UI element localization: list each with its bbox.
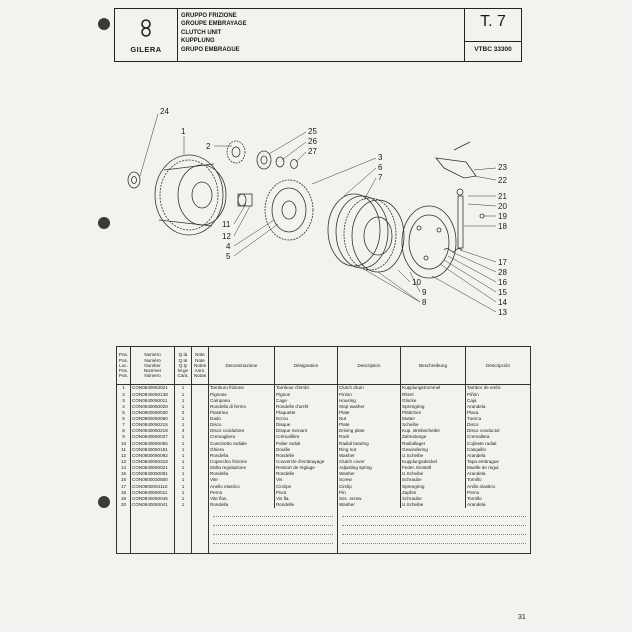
table-cell: CON0840050021 [131, 465, 175, 471]
table-cell: Disque [275, 422, 338, 428]
table-cell: Disco conduttore [209, 428, 275, 434]
table-cell: Plate [338, 422, 401, 428]
table-cell: 1 [175, 403, 192, 409]
table-cell: Piastrina [209, 410, 275, 416]
table-row [117, 385, 531, 392]
table-cell: 1 [175, 465, 192, 471]
table-cell: Rondella [209, 502, 275, 508]
table-cell: 1 [175, 477, 192, 483]
callout-label: 24 [160, 107, 169, 116]
table-cell: Arandela [466, 453, 531, 459]
callout-label: 5 [226, 252, 231, 261]
table-cell: Rondella [209, 471, 275, 477]
table-cell: Mutter [401, 416, 466, 422]
table-cell: CON0800004110 [131, 483, 175, 489]
table-cell: CON0840050215 [131, 422, 175, 428]
table-cell: CON0840050055 [131, 440, 175, 446]
table-cell: Schraube [401, 496, 466, 502]
callout-labels [160, 107, 507, 317]
table-cell: Dado [209, 416, 275, 422]
table-cell: 1 [175, 496, 192, 502]
table-cell: Tuerca [466, 416, 531, 422]
table-cell: Cage [275, 397, 338, 403]
binder-hole [98, 217, 110, 229]
table-cell: Vite flas. [209, 496, 275, 502]
unit-titles [181, 12, 247, 54]
table-cell: Washer [338, 453, 401, 459]
table-cell: Arandela [466, 403, 531, 409]
callout-label: 4 [226, 242, 231, 251]
table-cell: Pignon [275, 391, 338, 397]
title-it: GRUPPO FRIZIONE [181, 13, 237, 19]
table-cell: Vite [209, 477, 275, 483]
table-cell: CON0840050081 [131, 471, 175, 477]
callout-label: 16 [498, 278, 507, 287]
table-cell: Rondella [209, 453, 275, 459]
table-cell: CON0840050181 [131, 446, 175, 452]
table-cell: Cuscinetto radiale [209, 440, 275, 446]
table-cell: Ghiera [209, 446, 275, 452]
table-cell: CON0840050011 [131, 489, 175, 495]
table-cell: Plättchen [401, 410, 466, 416]
table-cell: Tornillo [466, 496, 531, 502]
table-cell: Nut [338, 416, 401, 422]
brand-name: GILERA [130, 45, 162, 54]
callout-label: 8 [422, 298, 427, 307]
table-cell: Pignone [209, 391, 275, 397]
col-description: Description [338, 347, 401, 385]
table-cell: Ring nut [338, 446, 401, 452]
callout-label: 12 [222, 232, 231, 241]
table-cell: CON0840050011 [131, 397, 175, 403]
table-cell: 4 [117, 403, 131, 409]
callout-label: 22 [498, 176, 507, 185]
table-cell: Rondelle [275, 453, 338, 459]
table-cell: Pinion [338, 391, 401, 397]
table-cell: Arandela [466, 471, 531, 477]
table-cell: Pin [338, 489, 401, 495]
table-cell: Clutch cover [338, 459, 401, 465]
callout-label: 18 [498, 222, 507, 231]
table-cell: Vis [275, 477, 338, 483]
table-cell: 2 [175, 410, 192, 416]
table-cell: Cojinete radial [466, 440, 531, 446]
table-cell: 6 [117, 416, 131, 422]
table-cell: Perno [209, 489, 275, 495]
table-cell: 1 [175, 385, 192, 392]
col-descripcion: Descripción [466, 347, 531, 385]
table-cell: 18 [117, 489, 131, 495]
table-cell: Kup. streibscheibe [401, 428, 466, 434]
table-cell: CON0800080092 [131, 453, 175, 459]
table-cell: Scheibe [401, 422, 466, 428]
page-number: 31 [518, 614, 526, 621]
callout-label: 15 [498, 288, 507, 297]
table-cell: Sprengring [401, 483, 466, 489]
table-cell: Rondelle [275, 471, 338, 477]
table-cell: Driving plate [338, 428, 401, 434]
table-cell: Glocke [401, 397, 466, 403]
table-cell: Couvercle d'embrayage [275, 459, 338, 465]
table-cell: Douille [275, 446, 338, 452]
table-cell: 20 [117, 502, 131, 508]
table-cell: Campana [209, 397, 275, 403]
callout-label: 20 [498, 202, 507, 211]
col-designation: Désignation [275, 347, 338, 385]
table-cell: Radial bearing [338, 440, 401, 446]
table-cell: 15 [117, 471, 131, 477]
table-cell: Tornillo [466, 477, 531, 483]
col-pos: Pos. Pos. Loc. Pos. Pos. [117, 347, 131, 385]
title-fr: GROUPE EMBRAYAGE [181, 21, 247, 28]
table-cell: 8 [117, 428, 131, 434]
table-cell: 11 [117, 446, 131, 452]
callout-label: 19 [498, 212, 507, 221]
table-cell: Piñón [466, 391, 531, 397]
callout-label: 27 [308, 147, 317, 156]
table-cell: 1 [175, 397, 192, 403]
table-cell: Kupplungstrommel [401, 385, 466, 392]
table-cell: Screw [338, 477, 401, 483]
table-cell: CON0840050028 [131, 403, 175, 409]
table-cell: Washer [338, 502, 401, 508]
callout-label: 13 [498, 308, 507, 317]
exploded-diagram [114, 100, 522, 330]
table-cell: Cremallera [466, 434, 531, 440]
table-cell: Palier radial [275, 440, 338, 446]
table-cell: Anello elastico [209, 483, 275, 489]
table-cell: 1 [175, 453, 192, 459]
callout-label: 11 [222, 220, 231, 229]
table-cell: Disque menant [275, 428, 338, 434]
table-header-row [117, 347, 531, 385]
table-cell: Gewindering [401, 446, 466, 452]
table-cell: 2 [117, 391, 131, 397]
table-cell: Radiallager [401, 440, 466, 446]
table-cell: Vis fla. [275, 496, 338, 502]
table-cell: Plate [338, 410, 401, 416]
table-cell: 5 [117, 410, 131, 416]
table-cell: CON0800030500 [131, 477, 175, 483]
table-cell: Zahnstange [401, 434, 466, 440]
table-cell [192, 385, 209, 392]
table-cell: Tambour d'embr. [275, 385, 338, 392]
col-part-number: Numero Numéro Number Nummer Número [131, 347, 175, 385]
table-cell: Tapa embrague [466, 459, 531, 465]
gilera-logo-icon [137, 19, 155, 37]
table-footer-blank [117, 508, 531, 554]
parts-table [116, 346, 531, 554]
table-cell: Zapfen [401, 489, 466, 495]
table-cell: 14 [117, 465, 131, 471]
table-cell: Circlips [275, 483, 338, 489]
table-cell: 17 [117, 483, 131, 489]
callout-label: 14 [498, 298, 507, 307]
callout-label: 3 [378, 153, 383, 162]
table-cell: 10 [117, 440, 131, 446]
table-cell: Housing [338, 397, 401, 403]
table-cell: Muelle de regul. [466, 465, 531, 471]
table-cell: U.Scheibe [401, 471, 466, 477]
callout-label: 23 [498, 163, 507, 172]
table-cell: Caja [466, 397, 531, 403]
table-cell: CON0840050318 [131, 459, 175, 465]
table-cell: Ecrou [275, 416, 338, 422]
table-cell: Anillo elastico [466, 483, 531, 489]
sheet-box [464, 9, 521, 61]
binder-hole [98, 18, 110, 30]
title-es: GRUPO EMBRAGUE [181, 46, 240, 53]
table-cell: 1 [175, 483, 192, 489]
table-cell: Washer [338, 471, 401, 477]
table-cell: Kupplungsdeckel [401, 459, 466, 465]
callout-label: 28 [498, 268, 507, 277]
callout-label: 2 [206, 142, 211, 151]
table-cell: Sprengring [401, 403, 466, 409]
binder-hole [98, 496, 110, 508]
table-cell: CON0840050138 [131, 391, 175, 397]
callout-label: 1 [181, 127, 186, 136]
table-cell: 1 [175, 434, 192, 440]
table-cell: Rondella di fermo [209, 403, 275, 409]
table-cell: U.Scheibe [401, 502, 466, 508]
table-cell: CON0840050027 [131, 434, 175, 440]
callout-label: 21 [498, 192, 507, 201]
table-cell: U.Scheibe [401, 453, 466, 459]
table-cell: Rack [338, 434, 401, 440]
table-cell: Stop washer [338, 403, 401, 409]
callout-label: 6 [378, 163, 383, 172]
model-code: VTBC 33300 [474, 46, 512, 53]
sheet-header [114, 8, 522, 62]
col-notes: Note Note Notes Anm. Notas [192, 347, 209, 385]
table-cell: 1 [175, 416, 192, 422]
table-cell: Cremagliera [209, 434, 275, 440]
table-cell: Schraube [401, 477, 466, 483]
table-cell: Disco [466, 422, 531, 428]
table-cell: Tamburo frizione [209, 385, 275, 392]
table-cell: CON0800080030 [131, 410, 175, 416]
table-cell: 4 [175, 428, 192, 434]
table-cell: Disco conductor [466, 428, 531, 434]
table-cell: CON0840050041 [131, 502, 175, 508]
parts-table-body [117, 385, 531, 508]
table-cell: CON0800050080 [131, 416, 175, 422]
table-cell: Rondelle d'arrêt [275, 403, 338, 409]
table-cell: 1 [175, 391, 192, 397]
table-cell: Clutch drum [338, 385, 401, 392]
table-cell: 1 [175, 489, 192, 495]
table-cell: 19 [117, 496, 131, 502]
table-cell: Arandela [466, 502, 531, 508]
table-cell: CON0840050218 [131, 428, 175, 434]
table-cell: 13 [117, 459, 131, 465]
table-cell: CON0840050045 [131, 496, 175, 502]
table-cell: 1 [175, 471, 192, 477]
callout-label: 9 [422, 288, 427, 297]
table-cell: 3 [117, 397, 131, 403]
table-cell: 12 [117, 453, 131, 459]
table-cell: Coperchio frizione [209, 459, 275, 465]
title-en: CLUTCH UNIT [181, 29, 222, 36]
table-cell: Feder, Einstell [401, 465, 466, 471]
table-cell: Pivot [275, 489, 338, 495]
callout-label: 10 [412, 278, 421, 287]
table-cell: CON0840063021 [131, 385, 175, 392]
callout-label: 25 [308, 127, 317, 136]
callout-label: 17 [498, 258, 507, 267]
table-cell: 1 [175, 446, 192, 452]
table-cell: Rondelle [275, 502, 338, 508]
table-cell: Adjusting spring [338, 465, 401, 471]
col-denominazione: Denominazione [209, 347, 275, 385]
table-cell: Ritzel [401, 391, 466, 397]
table-cell: 1 [175, 502, 192, 508]
table-cell: Tambor de embr. [466, 385, 531, 392]
table-cell: 1 [175, 459, 192, 465]
table-cell: Disco [209, 422, 275, 428]
table-cell: Placa [466, 410, 531, 416]
table-cell: 16 [117, 477, 131, 483]
table-cell: Sec. screw [338, 496, 401, 502]
table-cell: Casquillo [466, 446, 531, 452]
table-cell: Crémaillère [275, 434, 338, 440]
callout-label: 26 [308, 137, 317, 146]
clutch-drawing [114, 100, 522, 330]
table-cell: Plaquette [275, 410, 338, 416]
table-cell: 1 [117, 385, 131, 392]
col-quantity: Q.tà Q.té Q.ty M.ge Cant. [175, 347, 192, 385]
col-beschreibung: Beschreibung [401, 347, 466, 385]
table-cell: 9 [117, 434, 131, 440]
callout-label: 7 [378, 173, 383, 182]
brand-logo [115, 9, 178, 61]
table-cell: Molla regolazione [209, 465, 275, 471]
table-cell: Circlip [338, 483, 401, 489]
table-cell: Perno [466, 489, 531, 495]
sheet-number: T. 7 [480, 13, 506, 30]
title-de: KUPPLUNG [181, 38, 215, 45]
table-cell: 1 [175, 422, 192, 428]
table-cell: Ressort de réglage [275, 465, 338, 471]
table-cell: 7 [117, 422, 131, 428]
table-cell: 1 [175, 440, 192, 446]
